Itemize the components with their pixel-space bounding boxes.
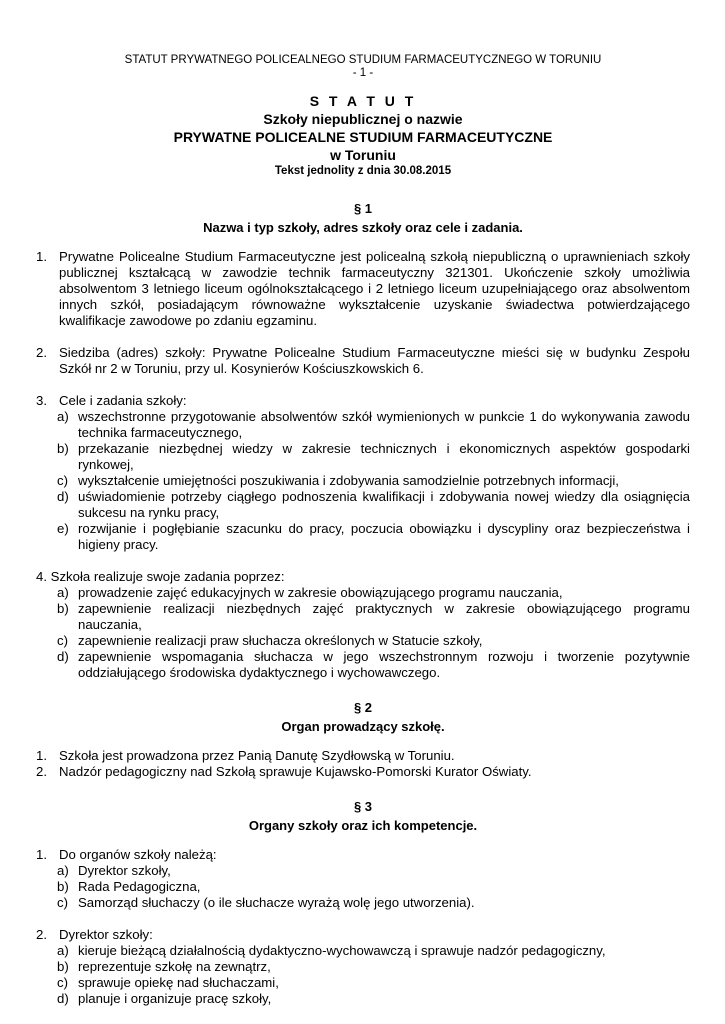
list-letter: d) — [57, 991, 69, 1006]
list-text: prowadzenie zajęć edukacyjnych w zakresie obowiązującego programu nauczania, — [78, 585, 563, 600]
paragraph — [36, 927, 690, 943]
paragraph-number: 1. — [36, 748, 47, 763]
list-letter: b) — [57, 601, 69, 616]
list-item — [36, 601, 690, 633]
paragraph — [36, 345, 690, 377]
list-item — [36, 863, 690, 879]
list-item — [36, 521, 690, 553]
page-number: - 1 - — [352, 67, 374, 79]
paragraph-text: 4. Szkoła realizuje swoje zadania poprzez: — [36, 569, 285, 584]
list-letter: c) — [57, 975, 68, 990]
list-item — [36, 585, 690, 601]
list-item — [36, 959, 690, 975]
list-item — [36, 473, 690, 489]
paragraph-text: Cele i zadania szkoły: — [59, 393, 187, 408]
paragraph — [36, 847, 690, 863]
list-item — [36, 879, 690, 895]
list-text: Rada Pedagogiczna, — [78, 879, 201, 894]
paragraph — [36, 249, 690, 329]
list-letter: d) — [57, 489, 69, 504]
list-letter: a) — [57, 585, 69, 600]
paragraph-text: Dyrektor szkoły: — [59, 927, 153, 942]
paragraph-number: 1. — [36, 847, 47, 862]
paragraph — [36, 393, 690, 409]
list-letter: b) — [57, 441, 69, 456]
list-item — [36, 895, 690, 911]
school-name: PRYWATNE POLICEALNE STUDIUM FARMACEUTYCZNE — [173, 129, 553, 145]
list-item — [36, 441, 690, 473]
section-number: § 3 — [353, 799, 373, 814]
running-header: STATUT PRYWATNEGO POLICEALNEGO STUDIUM FARMACEUTYCZNEGO W TORUNIU — [124, 54, 602, 66]
list-letter: d) — [57, 649, 69, 664]
list-text: wszechstronne przygotowanie absolwentów szkół wymienionych w punkcie 1 do wykonywania zawodu technika farmaceutycznego, — [78, 409, 690, 440]
list-letter: c) — [57, 633, 68, 648]
paragraph — [36, 748, 690, 764]
list-text: kieruje bieżącą działalnością dydaktyczno-wychowawczą i sprawuje nadzór pedagogiczny, — [78, 943, 606, 958]
list-text: uświadomienie potrzeby ciągłego podnoszenia kwalifikacji i zdobywania nowej wiedzy dla osiągnięcia sukcesu na rynku pracy, — [78, 489, 690, 520]
document-title: S T A T U T — [309, 93, 417, 109]
section-number: § 1 — [353, 201, 373, 216]
list-letter: a) — [57, 943, 69, 958]
list-letter: c) — [57, 473, 68, 488]
list-letter: a) — [57, 409, 69, 424]
list-text: reprezentuje szkołę na zewnątrz, — [78, 959, 271, 974]
section-title: Organ prowadzący szkołę. — [281, 719, 445, 734]
list-text: wykształcenie umiejętności poszukiwania i zdobywania samodzielnie potrzebnych informacji, — [78, 473, 619, 488]
section-number: § 2 — [353, 700, 373, 715]
list-text: sprawuje opiekę nad słuchaczami, — [78, 975, 279, 990]
list-item — [36, 991, 690, 1007]
paragraph-text: Szkoła jest prowadzona przez Panią Danutę Szydłowską w Toruniu. — [59, 748, 455, 763]
list-letter: b) — [57, 959, 69, 974]
paragraph-number: 2. — [36, 764, 47, 779]
paragraph-text: Siedziba (adres) szkoły: Prywatne Policealne Studium Farmaceutyczne mieści się w budynku Zespołu Szkół nr 2 w Toruniu, przy ul. Kosynierów Kościuszkowskich 6. — [59, 345, 690, 376]
list-item — [36, 975, 690, 991]
paragraph-text: Prywatne Policealne Studium Farmaceutyczne jest policealną szkołą niepubliczną o uprawnieniach szkoły publicznej kształcącą w zawodzie technik farmaceutyczny 321301. Ukończenie szkoły umożliwia absolwentom 3 letniego liceum ogólnokształcącego i 2 letniego liceum uzupełniającego oraz absolwentom innych szkół, posiadającym równoważne wykształcenie uzyskanie świadectwa potwierdzającego kwalifikacje zawodowe po zdaniu egzaminu. — [59, 249, 690, 328]
list-text: Samorząd słuchaczy (o ile słuchacze wyrażą wolę jego utworzenia). — [78, 895, 475, 910]
list-letter: b) — [57, 879, 69, 894]
list-text: planuje i organizuje pracę szkoły, — [78, 991, 272, 1006]
list-text: zapewnienie realizacji niezbędnych zajęć praktycznych w zakresie obowiązującego programu nauczania, — [78, 601, 690, 632]
list-item — [36, 649, 690, 681]
section-title: Organy szkoły oraz ich kompetencje. — [248, 818, 478, 833]
list-item — [36, 943, 690, 959]
list-text: zapewnienie realizacji praw słuchacza określonych w Statucie szkoły, — [78, 633, 483, 648]
paragraph-text: Nadzór pedagogiczny nad Szkołą sprawuje Kujawsko-Pomorski Kurator Oświaty. — [59, 764, 532, 779]
paragraph-number: 2. — [36, 345, 47, 360]
list-item — [36, 409, 690, 441]
list-letter: a) — [57, 863, 69, 878]
list-item — [36, 633, 690, 649]
list-item — [36, 489, 690, 521]
school-city: w Toruniu — [330, 147, 396, 163]
paragraph-text: Do organów szkoły należą: — [59, 847, 217, 862]
paragraph-number: 2. — [36, 927, 47, 942]
document-page — [36, 0, 690, 1007]
consolidated-text-date: Tekst jednolity z dnia 30.08.2015 — [274, 165, 452, 177]
title-subtitle: Szkoły niepublicznej o nazwie — [263, 111, 463, 127]
paragraph — [36, 764, 690, 780]
section-title: Nazwa i typ szkoły, adres szkoły oraz cele i zadania. — [203, 220, 523, 235]
list-text: przekazanie niezbędnej wiedzy w zakresie technicznych i ekonomicznych aspektów gospodarki rynkowej, — [78, 441, 690, 472]
list-text: Dyrektor szkoły, — [78, 863, 171, 878]
list-letter: e) — [57, 521, 69, 536]
paragraph — [36, 569, 690, 585]
list-text: rozwijanie i pogłębianie szacunku do pracy, poczucia obowiązku i dyscypliny oraz bezpieczeństwa i higieny pracy. — [78, 521, 690, 552]
paragraph-number: 1. — [36, 249, 47, 264]
list-letter: c) — [57, 895, 68, 910]
list-text: zapewnienie wspomagania słuchacza w jego wszechstronnym rozwoju i tworzenie pozytywnie oddziałującego środowiska dydaktycznego i wychowawczego. — [78, 649, 690, 680]
paragraph-number: 3. — [36, 393, 47, 408]
